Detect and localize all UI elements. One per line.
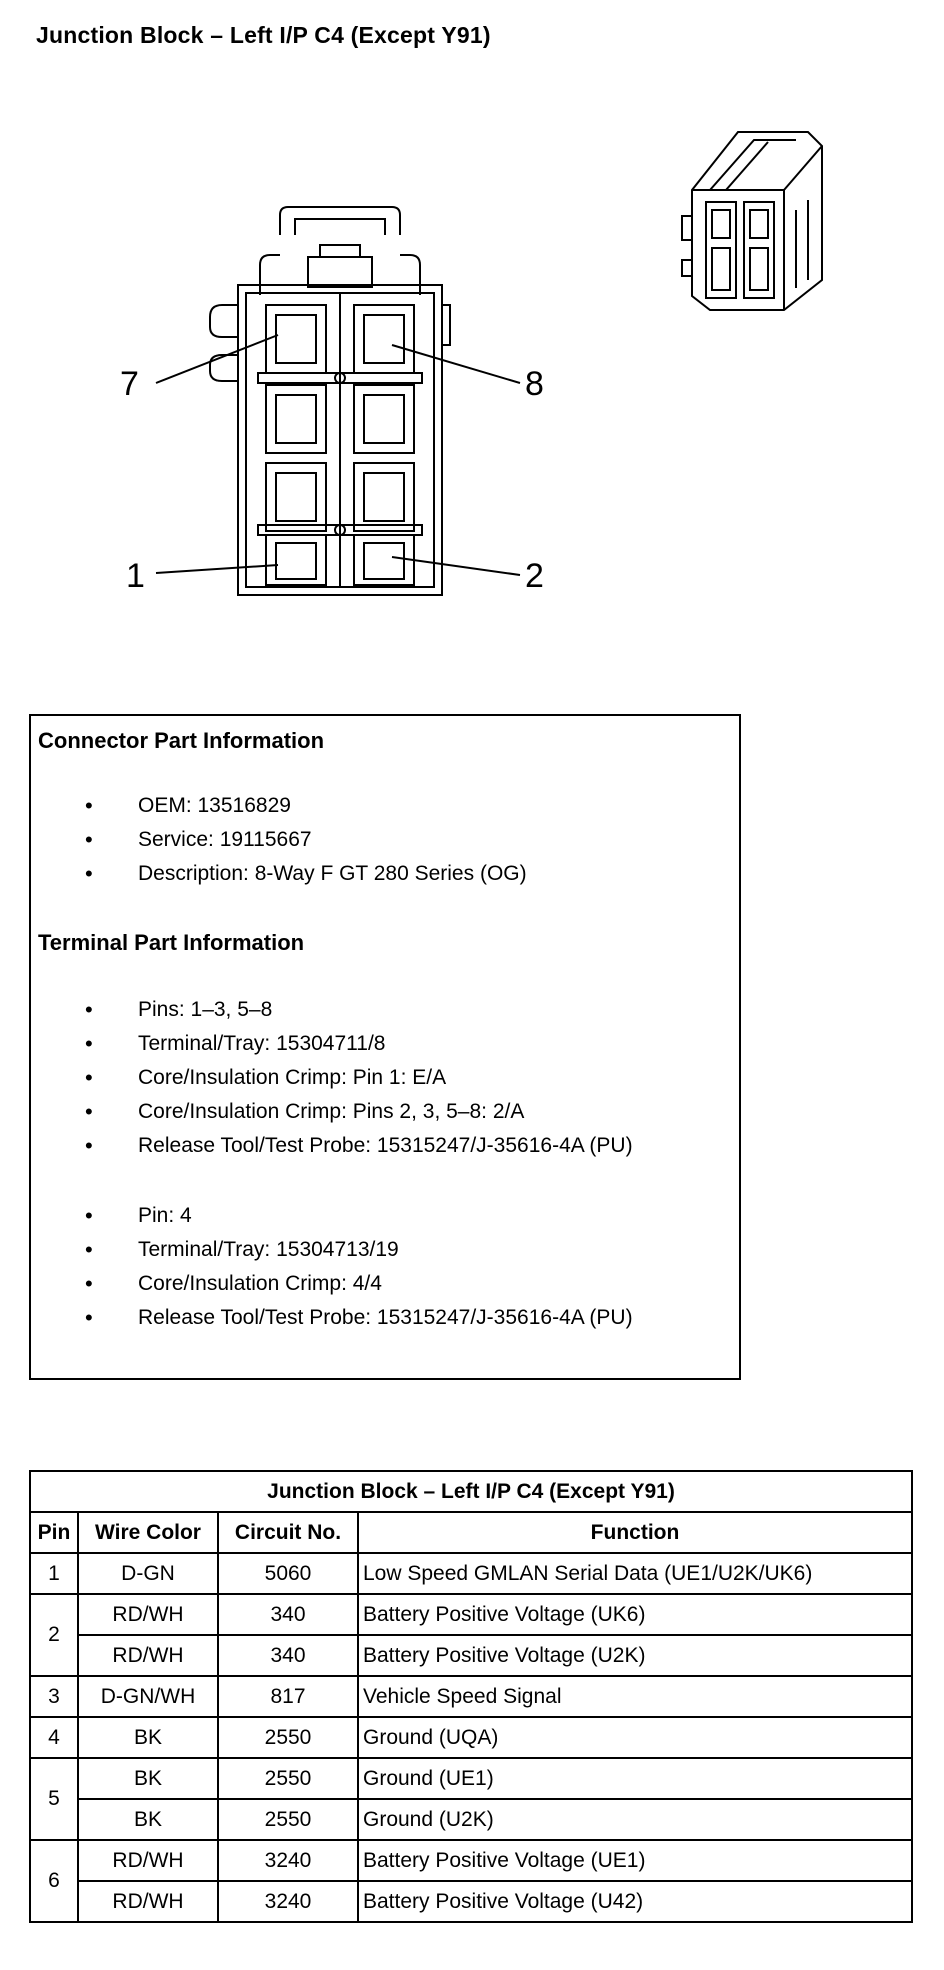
connector-isometric-diagram xyxy=(680,120,830,320)
bullet-icon: • xyxy=(85,793,93,818)
table-title: Junction Block – Left I/P C4 (Except Y91) xyxy=(30,1471,912,1512)
bullet-icon: • xyxy=(85,1271,93,1296)
bullet-icon: • xyxy=(85,997,93,1022)
wire-color-cell: RD/WH xyxy=(78,1881,218,1922)
terminal-info-heading: Terminal Part Information xyxy=(38,930,305,955)
function-cell: Battery Positive Voltage (U42) xyxy=(358,1881,912,1922)
circuit-cell: 340 xyxy=(218,1594,358,1635)
column-header-function: Function xyxy=(358,1512,912,1553)
table-row xyxy=(30,1717,912,1758)
connector-info-heading: Connector Part Information xyxy=(38,728,325,753)
table-row xyxy=(30,1676,912,1717)
circuit-cell: 2550 xyxy=(218,1717,358,1758)
wire-color-cell: BK xyxy=(78,1717,218,1758)
pin-cell: 6 xyxy=(30,1840,78,1922)
pin-callout-2: 2 xyxy=(525,557,544,595)
pin-callout-8: 8 xyxy=(525,365,544,403)
circuit-cell: 3240 xyxy=(218,1881,358,1922)
function-cell: Ground (UQA) xyxy=(358,1717,912,1758)
pin-cell: 4 xyxy=(30,1717,78,1758)
column-header-pin: Pin xyxy=(30,1512,78,1553)
bullet-icon: • xyxy=(85,1237,93,1262)
bullet-icon: • xyxy=(85,861,93,886)
pin-callout-1: 1 xyxy=(126,557,145,595)
wire-color-cell: D-GN xyxy=(78,1553,218,1594)
function-cell: Low Speed GMLAN Serial Data (UE1/U2K/UK6) xyxy=(358,1553,912,1594)
bullet-icon: • xyxy=(85,1305,93,1330)
wire-color-cell: D-GN/WH xyxy=(78,1676,218,1717)
pin-cell: 2 xyxy=(30,1594,78,1676)
table-row xyxy=(30,1881,912,1922)
wire-color-cell: RD/WH xyxy=(78,1594,218,1635)
table-row xyxy=(30,1594,912,1635)
circuit-cell: 817 xyxy=(218,1676,358,1717)
function-cell: Battery Positive Voltage (UE1) xyxy=(358,1840,912,1881)
table-row xyxy=(30,1758,912,1799)
function-cell: Battery Positive Voltage (UK6) xyxy=(358,1594,912,1635)
circuit-cell: 5060 xyxy=(218,1553,358,1594)
wire-color-cell: BK xyxy=(78,1799,218,1840)
part-information-box: Connector Part Information • OEM: 13516829 • Service: 19115667 • Description: 8-Way F GT 280 Series (OG) Terminal Part Information • Pins: 1–3, 5–8 • Terminal/Tray: 15304711/8 • Core/Insulation Crimp: Pin 1: E/A • Core/Insulation Crimp: Pins 2, 3, 5–8: 2/A • Release Tool/Test Probe: 15315247/J-35616-4A (PU) • Pin: 4 • Terminal/Tray: 15304713/19 • Core/Insulation Crimp: 4/4 • Release Tool/Test Probe: 15315247/J-35616-4A (PU) xyxy=(29,714,741,1380)
wire-color-cell: RD/WH xyxy=(78,1840,218,1881)
bullet-icon: • xyxy=(85,827,93,852)
function-cell: Vehicle Speed Signal xyxy=(358,1676,912,1717)
pin-table xyxy=(29,1470,913,1923)
pin-cell: 1 xyxy=(30,1553,78,1594)
table-row xyxy=(30,1635,912,1676)
bullet-icon: • xyxy=(85,1031,93,1056)
bullet-icon: • xyxy=(85,1065,93,1090)
bullet-icon: • xyxy=(85,1203,93,1228)
wire-color-cell: BK xyxy=(78,1758,218,1799)
circuit-cell: 3240 xyxy=(218,1840,358,1881)
page-title: Junction Block – Left I/P C4 (Except Y91) xyxy=(36,22,491,48)
pin-callout-7: 7 xyxy=(120,365,139,403)
table-row xyxy=(30,1840,912,1881)
circuit-cell: 2550 xyxy=(218,1758,358,1799)
circuit-cell: 2550 xyxy=(218,1799,358,1840)
bullet-icon: • xyxy=(85,1099,93,1124)
wire-color-cell: RD/WH xyxy=(78,1635,218,1676)
pin-cell: 3 xyxy=(30,1676,78,1717)
function-cell: Ground (U2K) xyxy=(358,1799,912,1840)
function-cell: Battery Positive Voltage (U2K) xyxy=(358,1635,912,1676)
column-header-circuit: Circuit No. xyxy=(218,1512,358,1553)
circuit-cell: 340 xyxy=(218,1635,358,1676)
pin-cell: 5 xyxy=(30,1758,78,1840)
table-row xyxy=(30,1799,912,1840)
connector-face-diagram xyxy=(110,195,610,615)
bullet-icon: • xyxy=(85,1133,93,1158)
table-header-row xyxy=(30,1512,912,1553)
table-title-row xyxy=(30,1471,912,1512)
column-header-wire-color: Wire Color xyxy=(78,1512,218,1553)
function-cell: Ground (UE1) xyxy=(358,1758,912,1799)
table-row xyxy=(30,1553,912,1594)
